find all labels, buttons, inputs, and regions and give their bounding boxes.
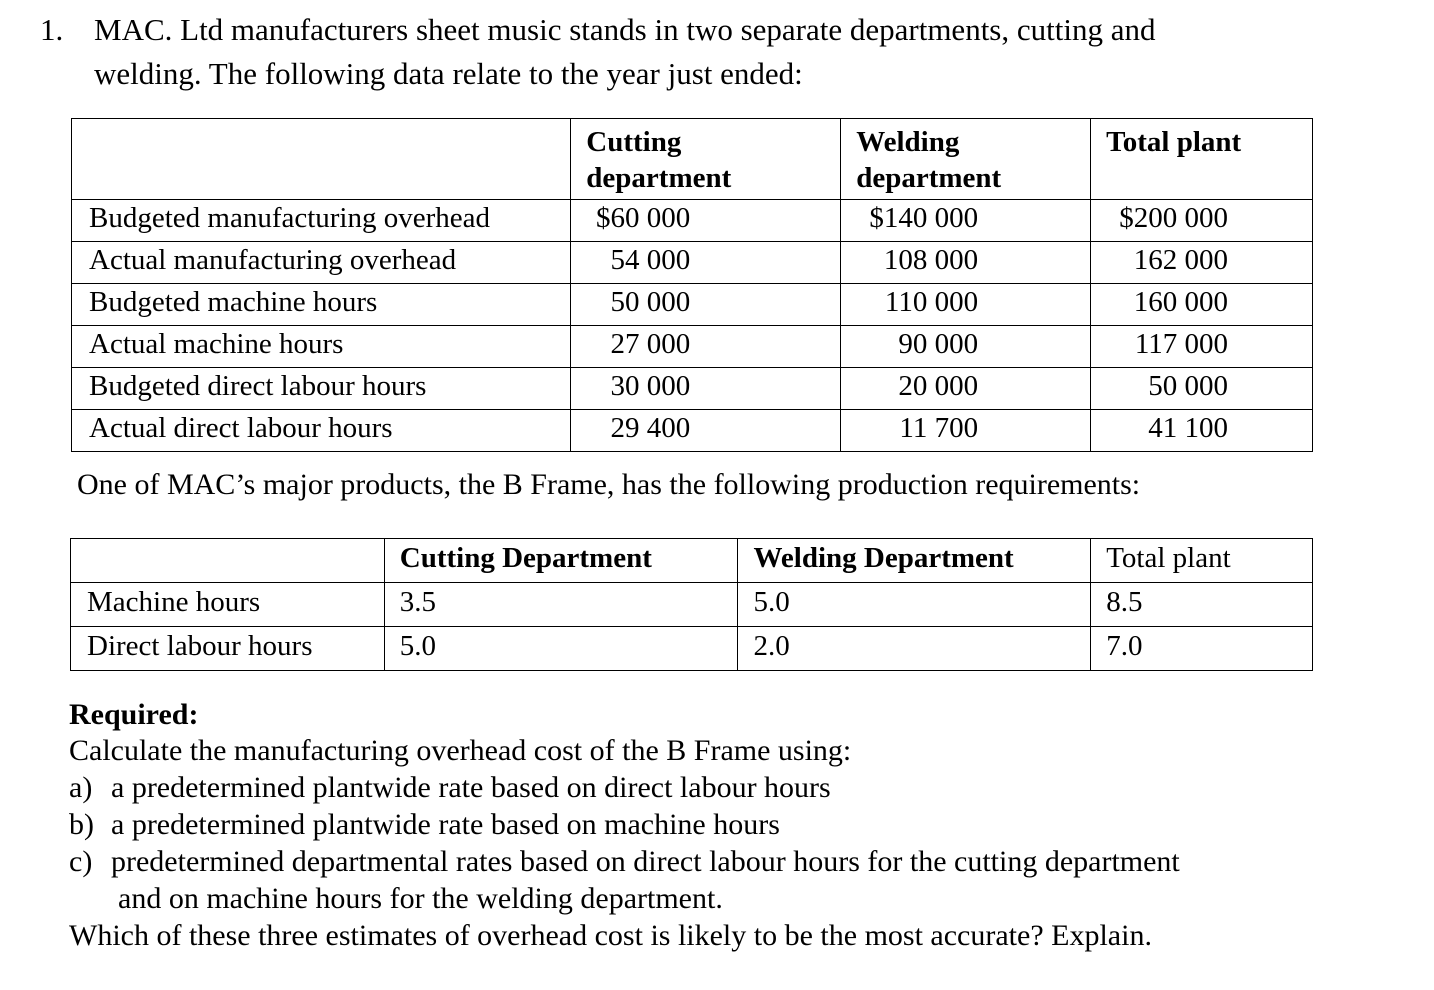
question-text-line-1: MAC. Ltd manufacturers sheet music stands in two separate departments, cutting and: [94, 12, 1156, 47]
welding-value: 110 000: [841, 284, 1091, 326]
header-welding-line1: Welding: [856, 126, 960, 158]
row-label: Direct labour hours: [71, 627, 385, 671]
welding-value: 5.0: [738, 583, 1091, 627]
welding-value: 108 000: [841, 242, 1091, 284]
header-cutting-department: Cutting Department: [384, 539, 738, 583]
cutting-value: 3.5: [384, 583, 738, 627]
header-cutting-line1: Cutting: [586, 126, 682, 158]
option-b-text: a predetermined plantwide rate based on machine hours: [111, 808, 780, 841]
department-data-table: [71, 118, 1313, 452]
table-row: [72, 242, 1313, 284]
table-header-row: [72, 119, 1313, 200]
total-value: 7.0: [1091, 627, 1313, 671]
welding-value: 20 000: [841, 368, 1091, 410]
option-c-continuation: and on machine hours for the welding department.: [118, 882, 723, 915]
header-cutting-line2: department: [586, 162, 732, 194]
option-a-letter: a): [69, 771, 93, 804]
table-row: [71, 583, 1313, 627]
total-value: $200 000: [1091, 200, 1313, 242]
header-welding-department: [841, 119, 1091, 200]
row-label: Actual direct labour hours: [72, 410, 571, 452]
table-row: [72, 284, 1313, 326]
b-frame-intro: One of MAC’s major products, the B Frame, has the following production requirements:: [77, 468, 1141, 501]
total-value: 162 000: [1091, 242, 1313, 284]
row-label: Actual machine hours: [72, 326, 571, 368]
row-label: Budgeted machine hours: [72, 284, 571, 326]
cutting-value: 29 400: [571, 410, 841, 452]
option-a-text: a predetermined plantwide rate based on direct labour hours: [111, 771, 831, 804]
option-a: [69, 773, 831, 803]
table-row: [72, 410, 1313, 452]
row-label: Budgeted manufacturing overhead: [72, 200, 571, 242]
option-c: [69, 847, 1180, 877]
header-total-plant: Total plant: [1091, 119, 1313, 200]
option-b: [69, 810, 780, 840]
table-row: [72, 326, 1313, 368]
option-b-letter: b): [69, 808, 94, 841]
option-c-letter: c): [69, 845, 93, 878]
table-row: [72, 368, 1313, 410]
header-total-plant: Total plant: [1091, 539, 1313, 583]
table-header-row: [71, 539, 1313, 583]
total-value: 50 000: [1091, 368, 1313, 410]
header-welding-department: Welding Department: [738, 539, 1091, 583]
cutting-value: 5.0: [384, 627, 738, 671]
cutting-value: $60 000: [571, 200, 841, 242]
total-value: 117 000: [1091, 326, 1313, 368]
option-c-text: predetermined departmental rates based on direct labour hours for the cutting department: [111, 845, 1180, 878]
cutting-value: 50 000: [571, 284, 841, 326]
b-frame-requirements-table: [70, 538, 1313, 671]
final-question: Which of these three estimates of overhead cost is likely to be the most accurate? Explain.: [69, 919, 1152, 952]
header-cutting-department: [571, 119, 841, 200]
welding-value: 2.0: [738, 627, 1091, 671]
cutting-value: 27 000: [571, 326, 841, 368]
row-label: Actual manufacturing overhead: [72, 242, 571, 284]
question-text-line-2: welding. The following data relate to the year just ended:: [94, 56, 803, 91]
total-value: 160 000: [1091, 284, 1313, 326]
question-number: 1.: [40, 12, 64, 47]
row-label: Budgeted direct labour hours: [72, 368, 571, 410]
row-label: Machine hours: [71, 583, 385, 627]
required-instruction: Calculate the manufacturing overhead cost of the B Frame using:: [69, 734, 852, 767]
total-value: 41 100: [1091, 410, 1313, 452]
welding-value: 11 700: [841, 410, 1091, 452]
total-value: 8.5: [1091, 583, 1313, 627]
cutting-value: 30 000: [571, 368, 841, 410]
cutting-value: 54 000: [571, 242, 841, 284]
header-blank-cell: [72, 119, 571, 200]
header-blank-cell: [71, 539, 385, 583]
welding-value: 90 000: [841, 326, 1091, 368]
table-row: [72, 200, 1313, 242]
table-row: [71, 627, 1313, 671]
header-welding-line2: department: [856, 162, 1002, 194]
welding-value: $140 000: [841, 200, 1091, 242]
required-heading: Required:: [69, 698, 199, 731]
